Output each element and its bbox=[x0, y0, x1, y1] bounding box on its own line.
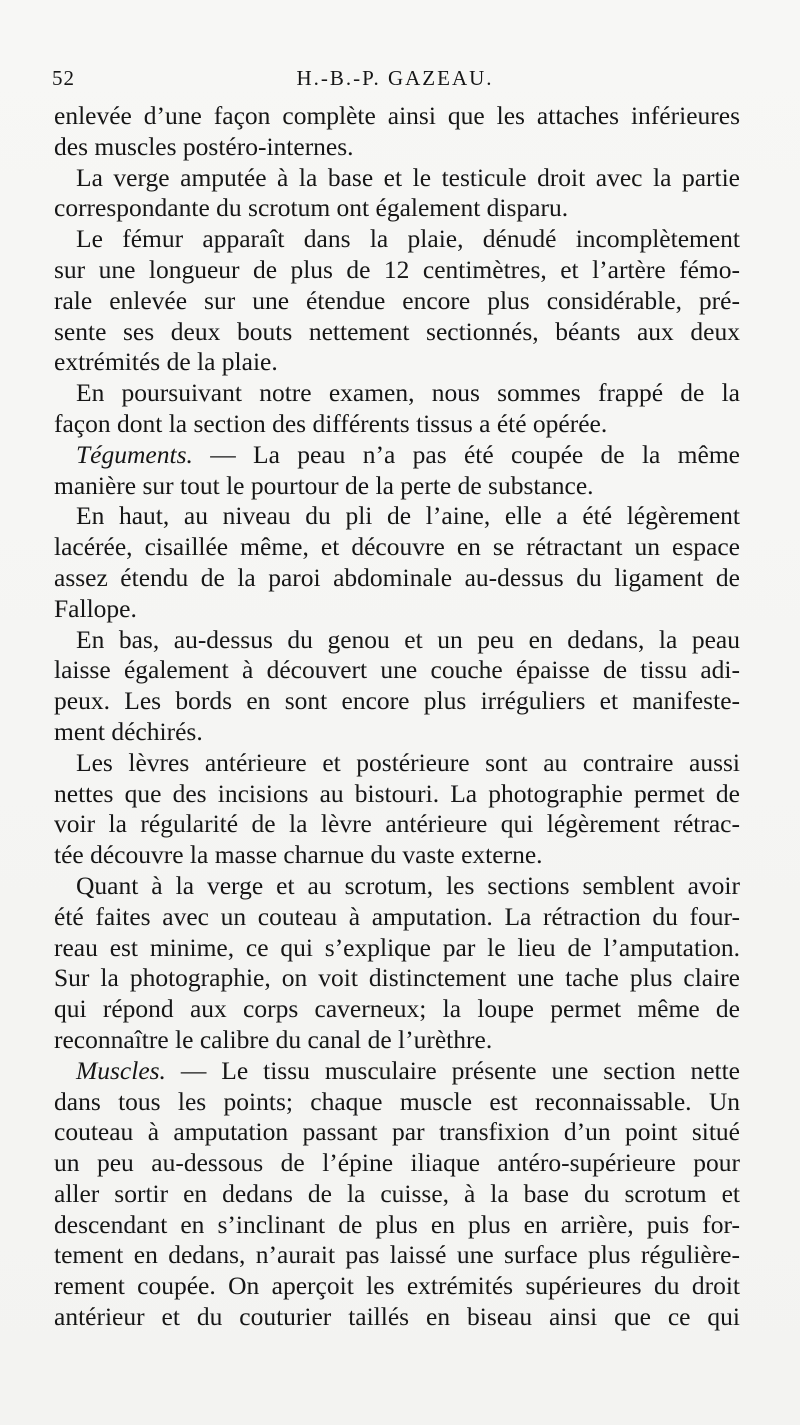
text-line bbox=[54, 871, 740, 902]
line-text: — La peau n’a pas été coupée de la même bbox=[192, 439, 740, 469]
line-text: En poursuivant notre examen, nous sommes frappé de la bbox=[76, 378, 740, 408]
text-line bbox=[54, 748, 740, 779]
text-line bbox=[54, 1271, 740, 1302]
line-text: voir la régularité de la lèvre antérieure qui légèrement rétrac- bbox=[54, 809, 740, 839]
line-text: rement coupée. On aperçoit les extrémités supérieures du droit bbox=[54, 1271, 740, 1301]
line-text: enlevée d’une façon complète ainsi que les attaches inférieures bbox=[54, 101, 740, 130]
text-line bbox=[54, 1240, 740, 1271]
text-line bbox=[54, 378, 740, 409]
text-line bbox=[54, 347, 740, 378]
text-line bbox=[54, 1025, 740, 1056]
text-line bbox=[54, 686, 740, 717]
running-head: H.-B.-P. GAZEAU. bbox=[296, 66, 494, 90]
text-line bbox=[54, 440, 740, 471]
text-line bbox=[54, 132, 740, 163]
line-text: Le fémur apparaît dans la plaie, dénudé incomplètement bbox=[76, 224, 740, 254]
line-text: antérieur et du couturier taillés en biseau ainsi que ce qui bbox=[54, 1302, 740, 1332]
line-text: — Le tissu musculaire présente une section nette bbox=[165, 1055, 740, 1085]
line-text: rale enlevée sur une étendue encore plus considérable, pré- bbox=[54, 285, 740, 315]
line-text: La verge amputée à la base et le testicule droit avec la partie bbox=[76, 162, 740, 192]
text-line bbox=[54, 655, 740, 686]
text-line bbox=[54, 933, 740, 964]
line-text: des muscles postéro-internes. bbox=[54, 131, 354, 161]
line-text: Sur la photographie, on voit distinctement une tache plus claire bbox=[54, 963, 740, 993]
text-line bbox=[54, 902, 740, 933]
text-line bbox=[54, 193, 740, 224]
text-line bbox=[54, 1302, 740, 1333]
line-text: manière sur tout le pourtour de la perte de substance. bbox=[54, 470, 594, 500]
line-text: descendant en s’inclinant de plus en plus en arrière, puis for- bbox=[54, 1209, 740, 1239]
text-line bbox=[54, 994, 740, 1025]
line-text: sur une longueur de plus de 12 centimètres, et l’artère fémo- bbox=[54, 254, 740, 284]
text-line bbox=[54, 224, 740, 255]
text-line bbox=[54, 594, 740, 625]
text-line bbox=[54, 409, 740, 440]
text-line bbox=[54, 809, 740, 840]
line-text: sente ses deux bouts nettement sectionnés, béants aux deux bbox=[54, 316, 740, 346]
line-text: couteau à amputation passant par transfixion d’un point situé bbox=[54, 1117, 740, 1147]
text-line bbox=[54, 840, 740, 871]
line-text: qui répond aux corps caverneux; la loupe permet même de bbox=[54, 994, 740, 1024]
text-line bbox=[54, 779, 740, 810]
text-line bbox=[54, 717, 740, 748]
text-line bbox=[54, 101, 740, 132]
text-line bbox=[54, 501, 740, 532]
line-text: façon dont la section des différents tissus a été opérée. bbox=[54, 408, 608, 438]
text-line bbox=[54, 563, 740, 594]
page-number: 52 bbox=[52, 66, 75, 90]
line-text: nettes que des incisions au bistouri. La photographie permet de bbox=[54, 778, 740, 808]
text-line bbox=[54, 532, 740, 563]
line-text: Fallope. bbox=[54, 593, 137, 623]
text-line bbox=[54, 255, 740, 286]
line-text: reconnaître le calibre du canal de l’urèthre. bbox=[54, 1024, 493, 1054]
line-text: tée découvre la masse charnue du vaste externe. bbox=[54, 840, 543, 870]
text-line bbox=[54, 163, 740, 194]
section-heading: Muscles. bbox=[76, 1055, 166, 1085]
section-heading: Téguments. bbox=[76, 439, 193, 469]
page-header bbox=[52, 66, 738, 96]
line-text: peux. Les bords en sont encore plus irréguliers et manifeste- bbox=[54, 686, 740, 716]
text-line bbox=[54, 1210, 740, 1241]
line-text: correspondante du scrotum ont également disparu. bbox=[54, 193, 569, 223]
line-text: dans tous les points; chaque muscle est reconnaissable. Un bbox=[54, 1086, 740, 1116]
line-text: aller sortir en dedans de la cuisse, à la base du scrotum et bbox=[54, 1178, 740, 1208]
line-text: En bas, au-dessus du genou et un peu en dedans, la peau bbox=[76, 624, 740, 654]
line-text: un peu au-dessous de l’épine iliaque antéro-supérieure pour bbox=[54, 1148, 740, 1178]
line-text: laisse également à découvert une couche épaisse de tissu adi- bbox=[54, 655, 740, 685]
line-text: extrémités de la plaie. bbox=[54, 347, 278, 377]
line-text: été faites avec un couteau à amputation. La rétraction du four- bbox=[54, 901, 740, 931]
line-text: Les lèvres antérieure et postérieure sont au contraire aussi bbox=[76, 747, 740, 777]
line-text: Quant à la verge et au scrotum, les sections semblent avoir bbox=[76, 870, 740, 900]
text-line bbox=[54, 286, 740, 317]
text-line bbox=[54, 1056, 740, 1087]
line-text: tement en dedans, n’aurait pas laissé une surface plus régulière- bbox=[54, 1240, 740, 1270]
line-text: assez étendu de la paroi abdominale au-dessus du ligament de bbox=[54, 562, 740, 592]
line-text: ment déchirés. bbox=[54, 716, 203, 746]
text-line bbox=[54, 625, 740, 656]
text-line bbox=[54, 1117, 740, 1148]
text-line bbox=[54, 471, 740, 502]
body-text bbox=[54, 101, 740, 1333]
text-line bbox=[54, 1087, 740, 1118]
text-line bbox=[54, 317, 740, 348]
line-text: En haut, au niveau du pli de l’aine, elle a été légèrement bbox=[76, 501, 740, 531]
line-text: lacérée, cisaillée même, et découvre en se rétractant un espace bbox=[54, 532, 740, 562]
text-line bbox=[54, 1148, 740, 1179]
text-line bbox=[54, 1179, 740, 1210]
text-line bbox=[54, 963, 740, 994]
line-text: reau est minime, ce qui s’explique par le lieu de l’amputation. bbox=[54, 932, 740, 962]
